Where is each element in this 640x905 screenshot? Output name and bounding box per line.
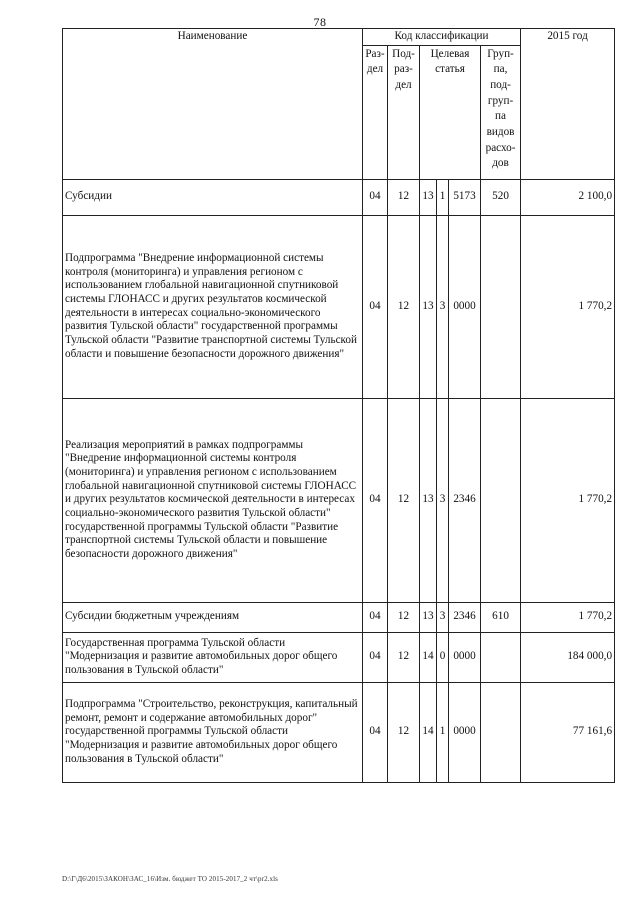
table-row: [63, 398, 615, 602]
row-name: Подпрограмма "Строительство, реконструкция, капитальный ремонт, ремонт и содержание автомобильных дорог" государственной программы Тульской области "Модернизация и развитие автомобильных дорог общего пользования в Тульской области": [63, 682, 363, 782]
row-name: Реализация мероприятий в рамках подпрограммы "Внедрение информационной системы контроля (мониторинга) и управления регионом с использованием глобальной навигационной спутниковой системы ГЛОНАСС и других результатов космической деятельности в интересах социально-экономического развития Тульской области" государственной программы Тульской области "Развитие транспортной системы Тульской области и повышение безопасности дорожного движения": [63, 398, 363, 602]
row-program: 13: [420, 602, 437, 632]
row-section: 04: [363, 602, 388, 632]
row-group: [481, 632, 521, 682]
table-row: [63, 179, 615, 215]
budget-table: [62, 28, 615, 783]
row-code: 2346: [449, 398, 481, 602]
column-header-target-article: Целевая статья: [420, 45, 481, 179]
column-header-expense-group: Груп- па, под- груп- па видов расхо- дов: [481, 45, 521, 179]
row-subsection: 12: [388, 602, 420, 632]
row-group: 610: [481, 602, 521, 632]
table-row: [63, 632, 615, 682]
row-section: 04: [363, 632, 388, 682]
row-subprogram: 3: [437, 398, 449, 602]
row-name: Субсидии: [63, 179, 363, 215]
row-amount: 1 770,2: [521, 398, 615, 602]
row-code: 2346: [449, 602, 481, 632]
column-header-classification: Код классификации: [363, 29, 521, 46]
row-program: 13: [420, 215, 437, 398]
table-row: [63, 682, 615, 782]
row-name: Подпрограмма "Внедрение информационной системы контроля (мониторинга) и управления регионом с использованием глобальной навигационной спутниковой системы ГЛОНАСС и других результатов космической деятельности в интересах социально-экономического развития Тульской области" государственной программы Тульской области "Развитие транспортной системы Тульской области и повышение безопасности дорожного движения": [63, 215, 363, 398]
row-amount: 1 770,2: [521, 602, 615, 632]
table-row: [63, 215, 615, 398]
row-amount: 2 100,0: [521, 179, 615, 215]
row-amount: 77 161,6: [521, 682, 615, 782]
row-group: 520: [481, 179, 521, 215]
row-program: 14: [420, 632, 437, 682]
row-code: 5173: [449, 179, 481, 215]
row-code: 0000: [449, 682, 481, 782]
row-program: 14: [420, 682, 437, 782]
table-row: [63, 602, 615, 632]
row-subsection: 12: [388, 215, 420, 398]
row-subsection: 12: [388, 398, 420, 602]
row-subprogram: 1: [437, 682, 449, 782]
row-group: [481, 215, 521, 398]
row-subsection: 12: [388, 632, 420, 682]
row-program: 13: [420, 398, 437, 602]
row-section: 04: [363, 682, 388, 782]
row-amount: 1 770,2: [521, 215, 615, 398]
page-number: 78: [313, 15, 327, 29]
row-section: 04: [363, 398, 388, 602]
row-group: [481, 682, 521, 782]
row-subprogram: 1: [437, 179, 449, 215]
row-name: Субсидии бюджетным учреждениям: [63, 602, 363, 632]
row-subprogram: 3: [437, 602, 449, 632]
column-header-year: 2015 год: [521, 29, 615, 180]
row-section: 04: [363, 215, 388, 398]
row-subsection: 12: [388, 179, 420, 215]
row-amount: 184 000,0: [521, 632, 615, 682]
column-header-subsection: Под- раз- дел: [388, 45, 420, 179]
row-subsection: 12: [388, 682, 420, 782]
row-subprogram: 0: [437, 632, 449, 682]
column-header-name: Наименование: [63, 29, 363, 180]
column-header-section: Раз- дел: [363, 45, 388, 179]
footer-file-path: D:\Г\Д6\2015\ЗАКОН\ЗАС_16\Изм. бюджет ТО 2015-2017_2 чт\pr2.xls: [62, 875, 278, 883]
row-subprogram: 3: [437, 215, 449, 398]
row-name: Государственная программа Тульской области "Модернизация и развитие автомобильных дорог общего пользования в Тульской области": [63, 632, 363, 682]
row-group: [481, 398, 521, 602]
row-code: 0000: [449, 632, 481, 682]
row-section: 04: [363, 179, 388, 215]
row-program: 13: [420, 179, 437, 215]
row-code: 0000: [449, 215, 481, 398]
